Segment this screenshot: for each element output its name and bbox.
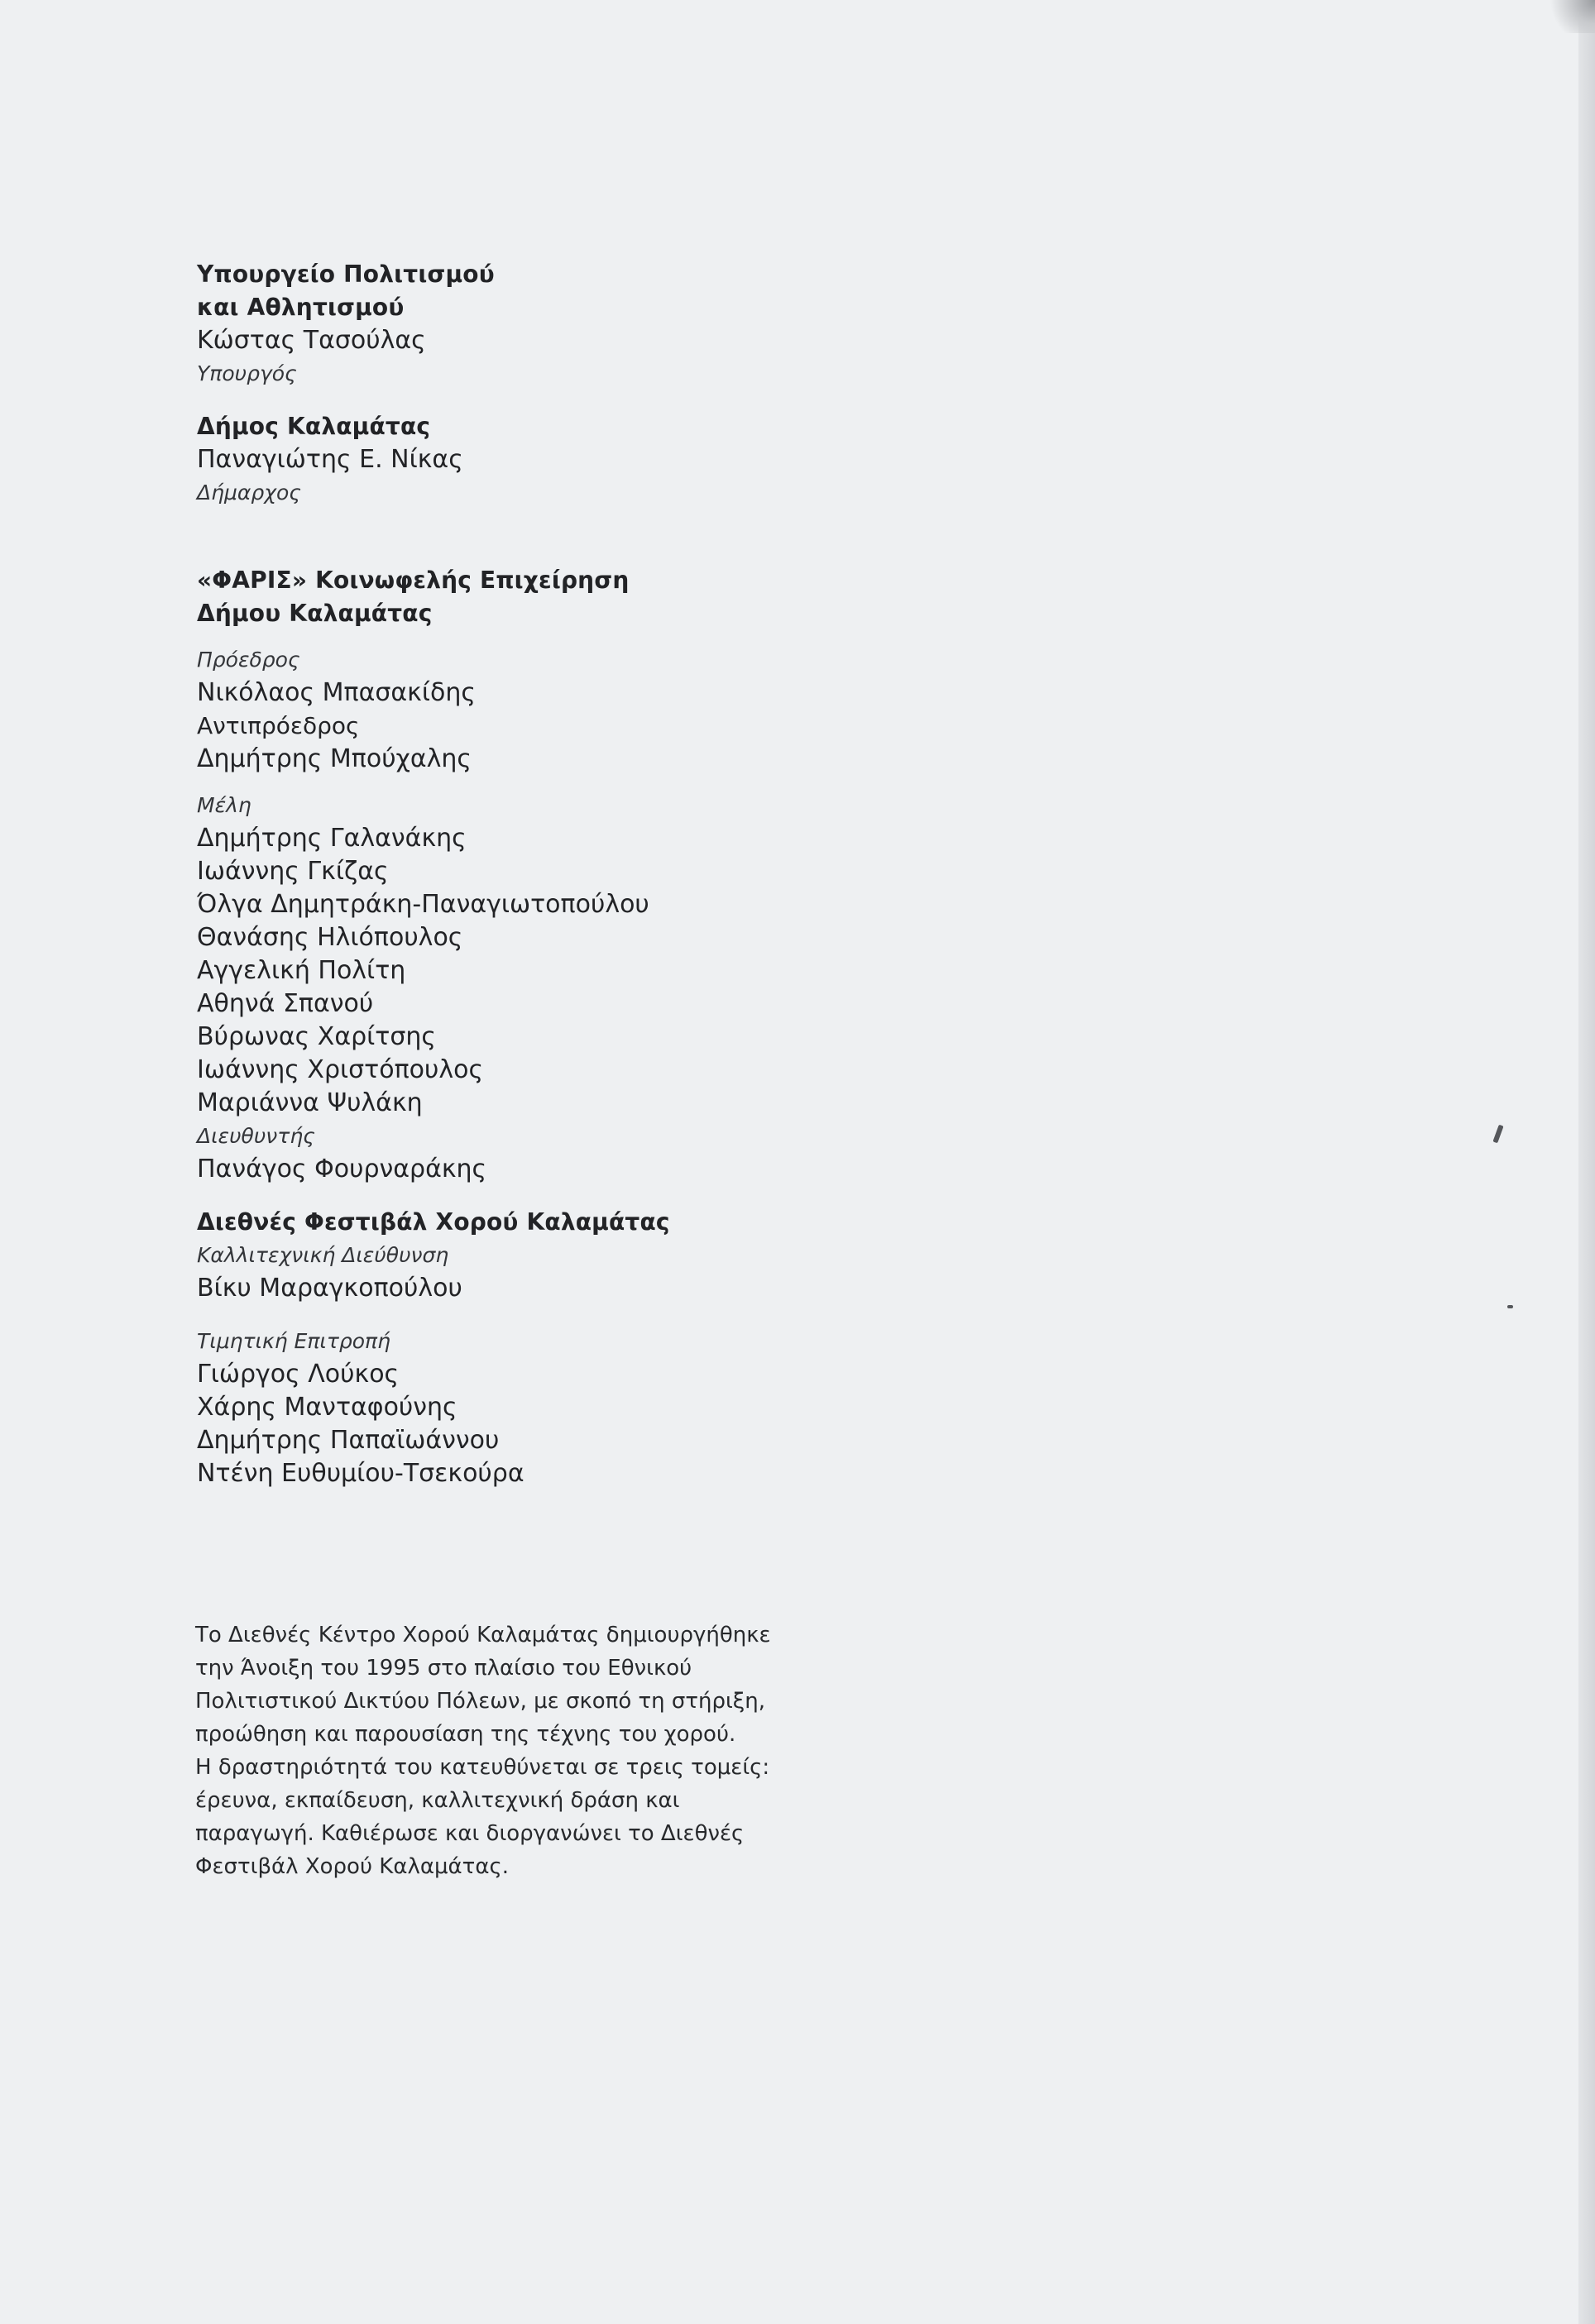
about-line: προώθηση και παρουσίαση της τέχνης του χορού. — [195, 1722, 736, 1747]
ministry-section — [197, 258, 1107, 390]
president-name: Νικόλαος Μπασακίδης — [197, 678, 476, 707]
member-name: Όλγα Δημητράκη-Παναγιωτοπούλου — [197, 890, 649, 919]
municipality-heading: Δήμος Καλαμάτας — [197, 413, 431, 440]
about-line: έρευνα, εκπαίδευση, καλλιτεχνική δράση και — [195, 1788, 680, 1813]
member-name: Ιωάννης Γκίζας — [197, 857, 389, 886]
minister-role: Υπουργός — [197, 361, 297, 385]
vice-president-role: Αντιπρόεδρος — [197, 712, 360, 739]
member-name: Αγγελική Πολίτη — [197, 956, 406, 985]
artistic-direction-role: Καλλιτεχνική Διεύθυνση — [197, 1243, 449, 1267]
about-line: Φεστιβάλ Χορού Καλαμάτας. — [195, 1854, 509, 1879]
member-name: Αθηνά Σπανού — [197, 989, 374, 1018]
about-line: Η δραστηριότητά του κατευθύνεται σε τρεις τομείς: — [195, 1755, 770, 1780]
faris-heading-cont: Δήμου Καλαμάτας — [197, 600, 433, 627]
president-role: Πρόεδρος — [197, 648, 300, 672]
page-edge — [1578, 0, 1595, 2324]
about-line: Πολιτιστικού Δικτύου Πόλεων, με σκοπό τη στήριξη, — [195, 1689, 766, 1714]
festival-heading: Διεθνές Φεστιβάλ Χορού Καλαμάτας — [197, 1208, 670, 1236]
artistic-director-name: Βίκυ Μαραγκοπούλου — [197, 1274, 462, 1303]
about-line: παραγωγή. Καθιέρωσε και διοργανώνει το Διεθνές — [195, 1821, 745, 1846]
director-role: Διευθυντής — [197, 1124, 315, 1148]
credits-list — [197, 258, 1107, 1490]
honorary-member-name: Δημήτρης Παπαϊωάννου — [197, 1426, 500, 1455]
member-name: Ιωάννης Χριστόπουλος — [197, 1055, 484, 1084]
minister-name: Κώστας Τασούλας — [197, 326, 426, 355]
about-line: την Άνοιξη του 1995 στο πλαίσιο του Εθνικού — [195, 1656, 692, 1681]
member-name: Θανάσης Ηλιόπουλος — [197, 923, 463, 952]
member-name: Δημήτρης Γαλανάκης — [197, 824, 467, 853]
mayor-name: Παναγιώτης Ε. Νίκας — [197, 445, 463, 474]
about-paragraph — [195, 1619, 824, 1883]
page-corner-shadow — [1545, 0, 1595, 33]
member-name: Βύρωνας Χαρίτσης — [197, 1022, 436, 1051]
director-name: Πανάγος Φουρναράκης — [197, 1155, 487, 1184]
vice-president-name: Δημήτρης Μπούχαλης — [197, 744, 472, 773]
about-line: Το Διεθνές Κέντρο Χορού Καλαμάτας δημιουργήθηκε — [195, 1623, 771, 1647]
ministry-heading-cont: και Αθλητισμού — [197, 294, 405, 321]
honorary-committee-role: Τιμητική Επιτροπή — [197, 1329, 390, 1353]
mayor-role: Δήμαρχος — [197, 481, 301, 504]
ministry-heading: Υπουργείο Πολιτισμού — [197, 261, 495, 288]
festival-section — [197, 1206, 1107, 1490]
faris-heading: «ΦΑΡΙΣ» Κοινωφελής Επιχείρηση — [197, 567, 630, 594]
members-role: Μέλη — [197, 793, 251, 817]
faris-section — [197, 564, 1107, 1186]
paper-speck — [1507, 1305, 1513, 1308]
honorary-member-name: Χάρης Μανταφούνης — [197, 1393, 457, 1422]
member-name: Μαριάννα Ψυλάκη — [197, 1088, 423, 1117]
municipality-section — [197, 410, 1107, 509]
honorary-member-name: Ντένη Ευθυμίου-Τσεκούρα — [197, 1459, 524, 1488]
honorary-member-name: Γιώργος Λούκος — [197, 1360, 400, 1389]
